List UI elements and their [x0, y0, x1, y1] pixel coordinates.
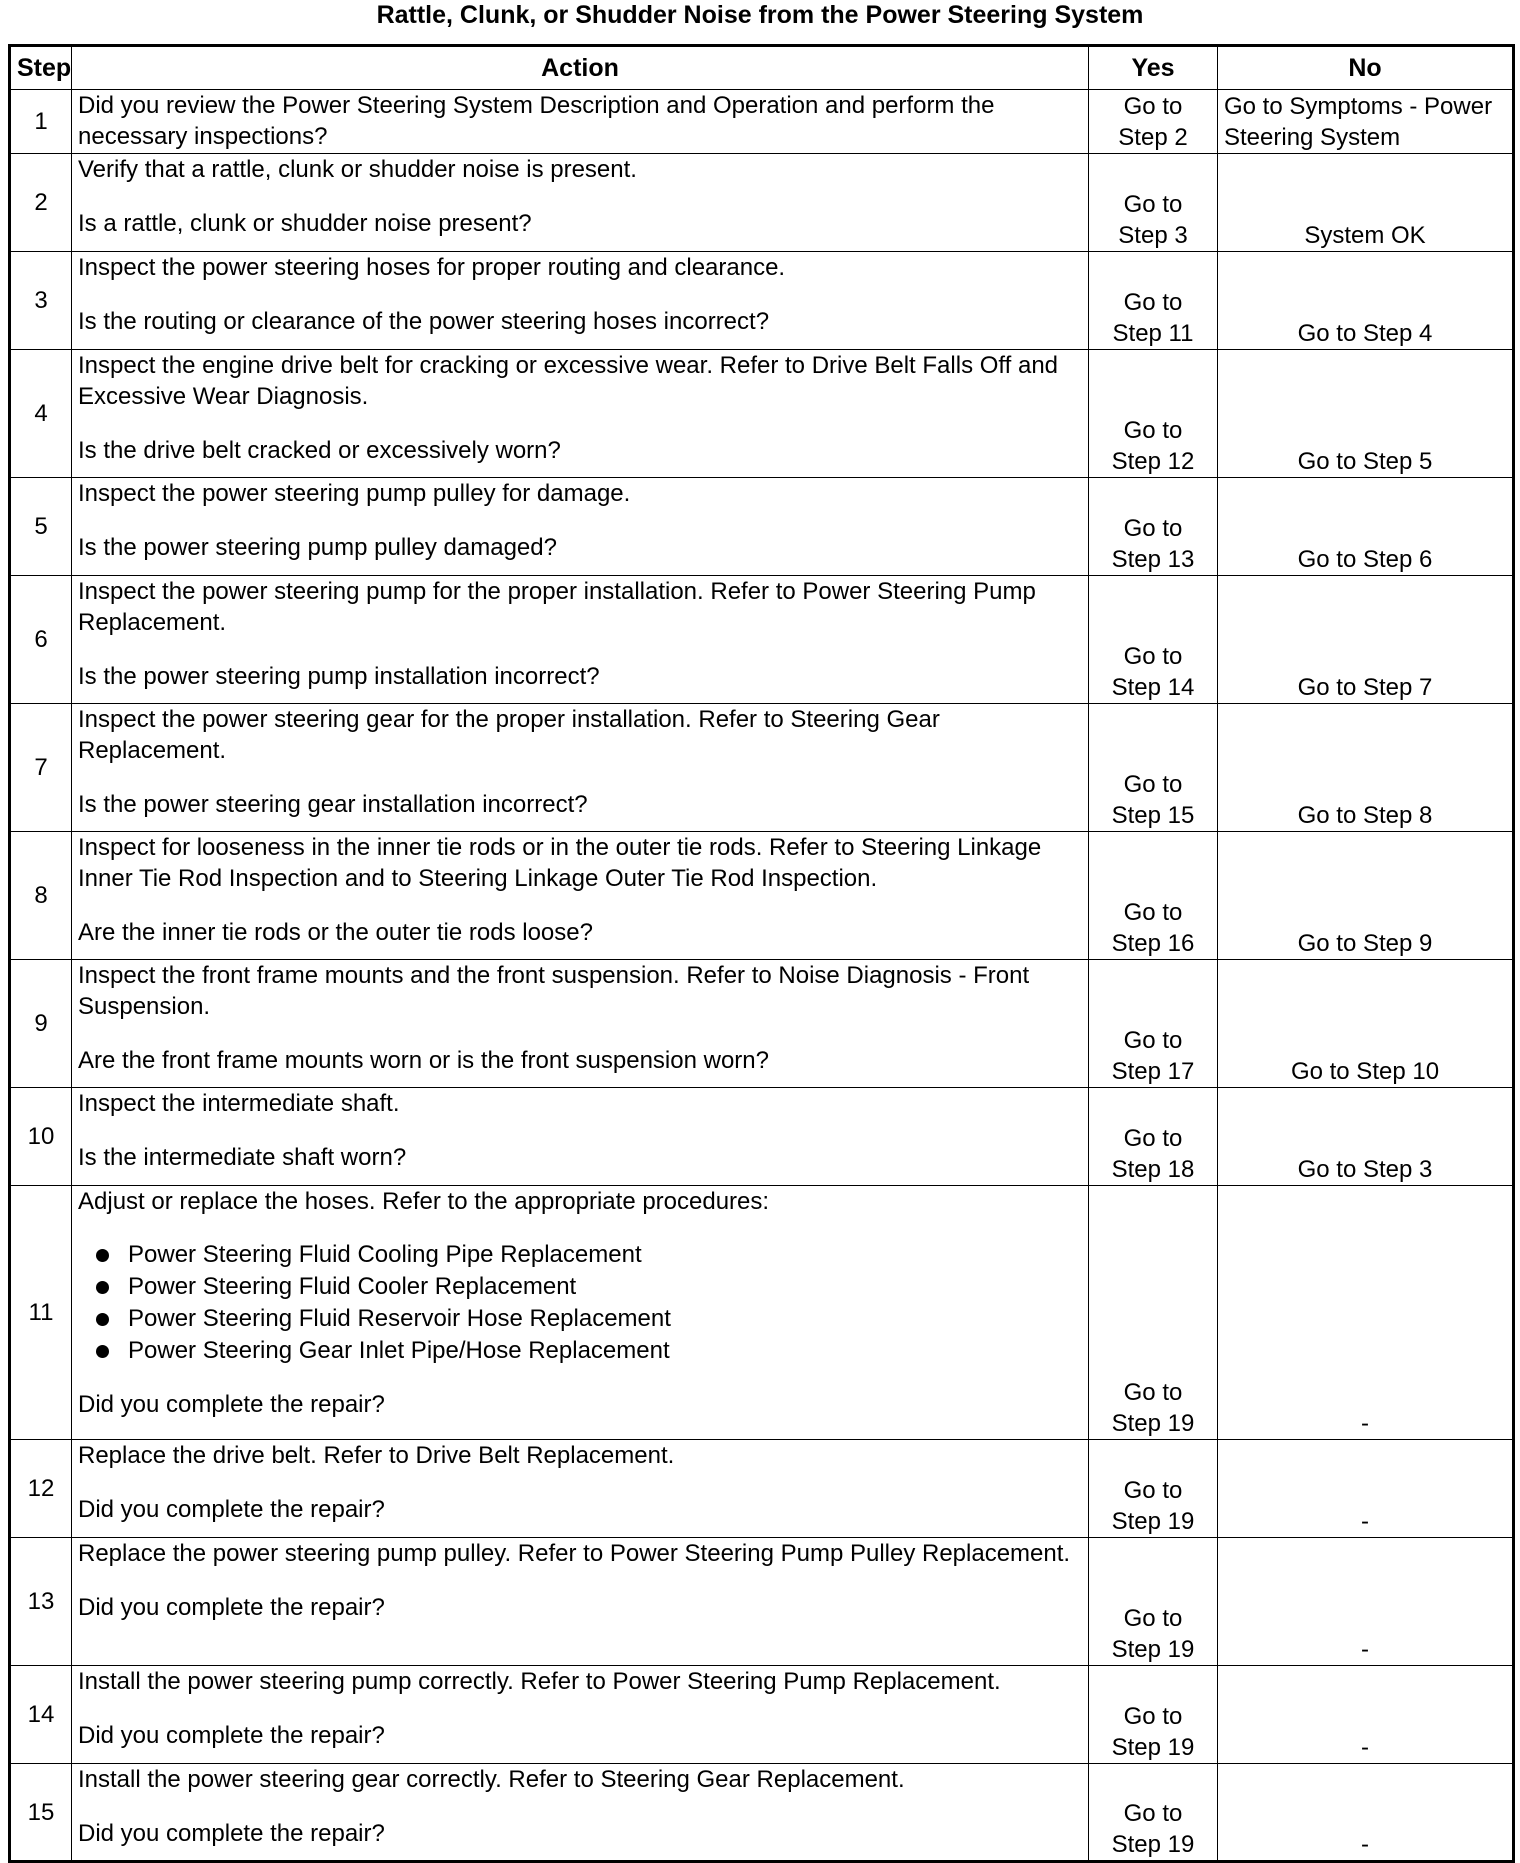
yes-line2: Step 19: [1111, 1508, 1195, 1535]
header-action: Action: [72, 46, 1089, 90]
list-item: [78, 1239, 1082, 1271]
list-item: [78, 1303, 1082, 1335]
step-number: 10: [10, 1088, 72, 1186]
yes-cell: [1089, 576, 1218, 704]
yes-cell: [1089, 704, 1218, 832]
table-row: [10, 154, 1514, 252]
yes-cell: [1089, 350, 1218, 478]
bullet-icon: [96, 1249, 109, 1262]
action-question: Did you complete the repair?: [78, 1722, 385, 1749]
bullet-icon: [96, 1281, 109, 1294]
table-row: [10, 1764, 1514, 1862]
no-cell: -: [1218, 1186, 1514, 1440]
no-cell: Go to Step 9: [1218, 832, 1514, 960]
table-row: [10, 704, 1514, 832]
action-instruction: Inspect the power steering gear for the proper installation. Refer to Steering Gear Replacement.: [78, 706, 940, 764]
no-cell: Go to Step 10: [1218, 960, 1514, 1088]
table-row: [10, 576, 1514, 704]
yes-line2: Step 11: [1112, 320, 1194, 347]
page-title: Rattle, Clunk, or Shudder Noise from the Power Steering System: [376, 1, 1144, 29]
action-cell: [72, 704, 1089, 832]
no-cell: -: [1218, 1666, 1514, 1764]
yes-cell: [1089, 478, 1218, 576]
action-instruction: Replace the drive belt. Refer to Drive Belt Replacement.: [78, 1442, 675, 1469]
no-cell: -: [1218, 1538, 1514, 1666]
no-cell: Go to Step 3: [1218, 1088, 1514, 1186]
yes-cell: [1089, 90, 1218, 154]
yes-cell: [1089, 1538, 1218, 1666]
yes-cell: [1089, 154, 1218, 252]
procedure-list: [78, 1239, 1082, 1367]
yes-line2: Step 12: [1111, 448, 1195, 475]
list-item: [78, 1335, 1082, 1367]
action-instruction: Inspect the engine drive belt for cracking or excessive wear. Refer to Drive Belt Falls Off and Excessive Wear Diagnosis.: [78, 352, 1059, 410]
action-instruction: Inspect the front frame mounts and the front suspension. Refer to Noise Diagnosis - Front Suspension.: [78, 962, 1030, 1020]
table-row: [10, 90, 1514, 154]
yes-line1: Go to: [1123, 191, 1183, 218]
action-cell: [72, 252, 1089, 350]
action-question: Is the power steering pump pulley damaged?: [78, 534, 557, 561]
action-question: Is the power steering gear installation incorrect?: [78, 791, 588, 818]
yes-cell: [1089, 1088, 1218, 1186]
action-cell: [72, 1088, 1089, 1186]
step-number: 1: [10, 90, 72, 154]
step-number: 7: [10, 704, 72, 832]
step-number: 11: [10, 1186, 72, 1440]
step-number: 12: [10, 1440, 72, 1538]
yes-line2: Step 14: [1111, 674, 1195, 701]
action-question: Are the inner tie rods or the outer tie rods loose?: [78, 919, 593, 946]
header-no: No: [1218, 46, 1514, 90]
action-instruction: Install the power steering pump correctly. Refer to Power Steering Pump Replacement.: [78, 1668, 1001, 1695]
action-cell: [72, 1538, 1089, 1666]
bullet-icon: [96, 1345, 109, 1358]
action-instruction: Inspect the power steering pump for the proper installation. Refer to Power Steering Pump Replacement.: [78, 578, 1036, 636]
yes-line1: Go to: [1123, 515, 1183, 542]
yes-line1: Go to: [1123, 93, 1183, 120]
yes-line1: Go to: [1123, 899, 1183, 926]
yes-line1: Go to: [1123, 1125, 1183, 1152]
action-question: Is a rattle, clunk or shudder noise present?: [78, 210, 532, 237]
list-item: [78, 1271, 1082, 1303]
table-row: [10, 960, 1514, 1088]
action-cell: [72, 576, 1089, 704]
table-row: [10, 1186, 1514, 1440]
header-yes: Yes: [1089, 46, 1218, 90]
no-cell: Go to Symptoms - Power Steering System: [1218, 90, 1514, 154]
list-item-text: Power Steering Fluid Cooling Pipe Replacement: [128, 1241, 642, 1268]
action-cell: [72, 350, 1089, 478]
action-instruction: Inspect the intermediate shaft.: [78, 1090, 400, 1117]
diagnostic-table: [8, 44, 1515, 1863]
yes-line2: Step 3: [1118, 222, 1188, 249]
no-cell: Go to Step 7: [1218, 576, 1514, 704]
step-number: 13: [10, 1538, 72, 1666]
yes-cell: [1089, 1440, 1218, 1538]
action-instruction: Replace the power steering pump pulley. Refer to Power Steering Pump Pulley Replacement.: [78, 1540, 1071, 1567]
yes-line1: Go to: [1123, 1605, 1183, 1632]
action-text: Did you review the Power Steering System Description and Operation and perform the necessary inspections?: [78, 92, 995, 150]
step-number: 4: [10, 350, 72, 478]
step-number: 5: [10, 478, 72, 576]
action-question: Did you complete the repair?: [78, 1594, 385, 1621]
table-row: [10, 1088, 1514, 1186]
no-cell: -: [1218, 1440, 1514, 1538]
action-cell: [72, 1440, 1089, 1538]
action-question: Did you complete the repair?: [78, 1391, 385, 1418]
action-instruction: Inspect the power steering pump pulley for damage.: [78, 480, 631, 507]
action-cell: [72, 960, 1089, 1088]
list-item-text: Power Steering Fluid Reservoir Hose Replacement: [128, 1305, 671, 1332]
list-item-text: Power Steering Fluid Cooler Replacement: [128, 1273, 577, 1300]
step-number: 14: [10, 1666, 72, 1764]
action-instruction: Verify that a rattle, clunk or shudder noise is present.: [78, 156, 637, 183]
yes-line1: Go to: [1123, 1379, 1183, 1406]
action-question: Is the routing or clearance of the power steering hoses incorrect?: [78, 308, 770, 335]
table-row: [10, 252, 1514, 350]
yes-line2: Step 19: [1111, 1734, 1195, 1761]
yes-line1: Go to: [1123, 289, 1183, 316]
action-instruction: Inspect for looseness in the inner tie rods or in the outer tie rods. Refer to Steering Linkage Inner Tie Rod Inspection and to Steering Linkage Outer Tie Rod Inspection.: [78, 834, 1042, 892]
step-number: 2: [10, 154, 72, 252]
no-cell: Go to Step 5: [1218, 350, 1514, 478]
table-row: [10, 350, 1514, 478]
yes-line1: Go to: [1123, 1027, 1183, 1054]
yes-line1: Go to: [1123, 771, 1183, 798]
yes-line2: Step 19: [1111, 1410, 1195, 1437]
action-instruction: Inspect the power steering hoses for proper routing and clearance.: [78, 254, 786, 281]
yes-cell: [1089, 960, 1218, 1088]
no-cell: Go to Step 6: [1218, 478, 1514, 576]
action-cell: [72, 478, 1089, 576]
no-cell: Go to Step 8: [1218, 704, 1514, 832]
action-question: Is the power steering pump installation incorrect?: [78, 663, 600, 690]
action-cell: [72, 1666, 1089, 1764]
action-question: Are the front frame mounts worn or is the front suspension worn?: [78, 1047, 769, 1074]
yes-line2: Step 16: [1111, 930, 1195, 957]
table-row: [10, 1666, 1514, 1764]
no-cell: -: [1218, 1764, 1514, 1862]
table-row: [10, 478, 1514, 576]
yes-line2: Step 13: [1111, 546, 1195, 573]
step-number: 3: [10, 252, 72, 350]
yes-cell: [1089, 1764, 1218, 1862]
action-cell: [72, 832, 1089, 960]
action-cell: [72, 1186, 1089, 1440]
table-row: [10, 1538, 1514, 1666]
step-number: 6: [10, 576, 72, 704]
yes-line2: Step 15: [1111, 802, 1195, 829]
step-number: 8: [10, 832, 72, 960]
action-question: Did you complete the repair?: [78, 1496, 385, 1523]
yes-line2: Step 19: [1111, 1636, 1195, 1663]
yes-line1: Go to: [1123, 1703, 1183, 1730]
step-number: 15: [10, 1764, 72, 1862]
table-row: [10, 1440, 1514, 1538]
table-row: [10, 832, 1514, 960]
yes-cell: [1089, 1186, 1218, 1440]
no-cell: Go to Step 4: [1218, 252, 1514, 350]
header-step: Step: [10, 46, 72, 90]
yes-line2: Step 2: [1118, 124, 1188, 151]
no-cell: System OK: [1218, 154, 1514, 252]
action-cell: [72, 90, 1089, 154]
action-instruction: Install the power steering gear correctly. Refer to Steering Gear Replacement.: [78, 1766, 905, 1793]
yes-line1: Go to: [1123, 417, 1183, 444]
action-cell: [72, 154, 1089, 252]
yes-cell: [1089, 1666, 1218, 1764]
action-question: Is the intermediate shaft worn?: [78, 1144, 407, 1171]
yes-line1: Go to: [1123, 643, 1183, 670]
yes-cell: [1089, 832, 1218, 960]
yes-line2: Step 18: [1111, 1156, 1195, 1183]
action-question: Is the drive belt cracked or excessively worn?: [78, 437, 561, 464]
yes-line1: Go to: [1123, 1477, 1183, 1504]
action-cell: [72, 1764, 1089, 1862]
bullet-icon: [96, 1313, 109, 1326]
yes-line2: Step 17: [1111, 1058, 1195, 1085]
table-header-row: [10, 46, 1514, 90]
yes-line1: Go to: [1123, 1800, 1183, 1827]
yes-line2: Step 19: [1111, 1831, 1195, 1858]
action-question: Did you complete the repair?: [78, 1820, 385, 1847]
step-number: 9: [10, 960, 72, 1088]
yes-cell: [1089, 252, 1218, 350]
action-instruction: Adjust or replace the hoses. Refer to the appropriate procedures:: [78, 1188, 770, 1215]
list-item-text: Power Steering Gear Inlet Pipe/Hose Replacement: [128, 1337, 670, 1364]
